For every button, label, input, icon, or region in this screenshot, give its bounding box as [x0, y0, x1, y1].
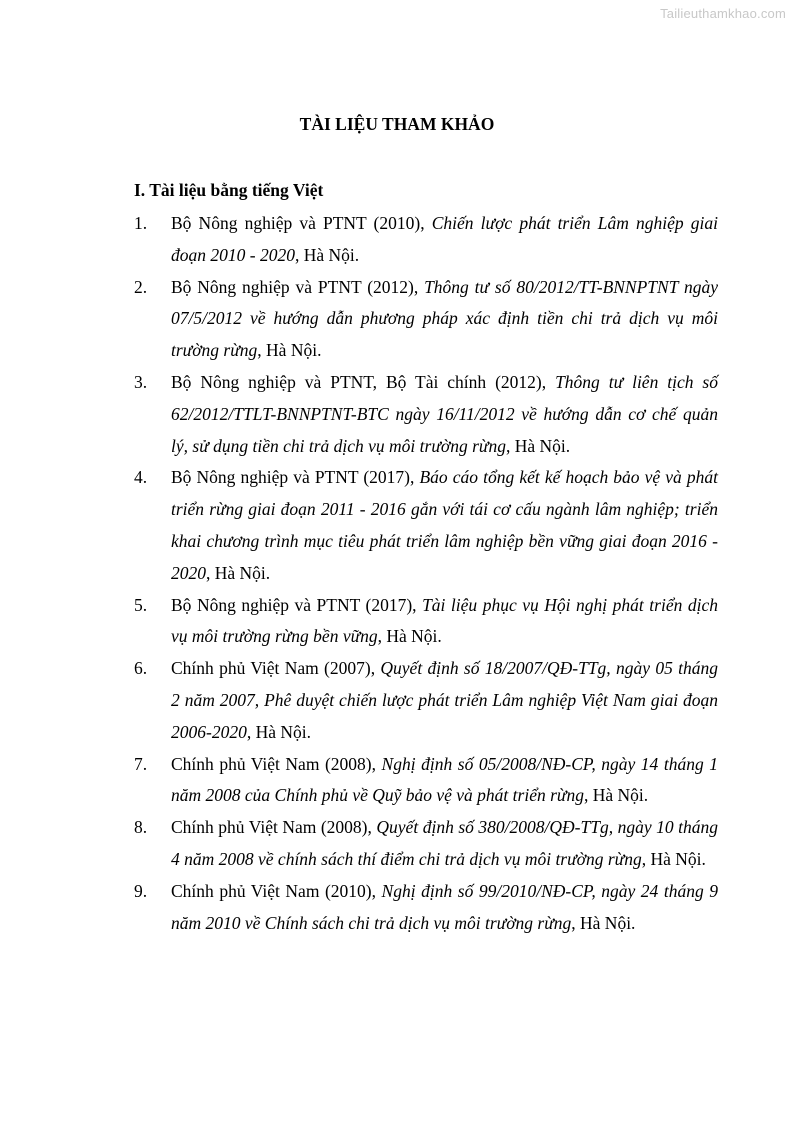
reference-number: 6.	[134, 658, 148, 679]
reference-item	[134, 876, 718, 940]
reference-item	[134, 272, 718, 367]
reference-place: , Hà Nội.	[294, 244, 360, 265]
reference-number: 2.	[134, 276, 148, 297]
reference-item	[134, 812, 718, 876]
reference-item	[134, 590, 718, 654]
reference-author: Bộ Nông nghiệp và PTNT (2012),	[171, 276, 425, 297]
reference-title: Tài liệu phục vụ Hội nghị phát triển dịch vụ môi trường rừng bền vững	[171, 594, 719, 647]
reference-item	[134, 367, 718, 462]
reference-place: , Hà Nội.	[246, 721, 311, 742]
reference-place: , Hà Nội.	[377, 626, 442, 647]
reference-number: 1.	[134, 213, 148, 233]
reference-number: 7.	[134, 753, 148, 774]
reference-place: , Hà Nội.	[505, 435, 571, 456]
reference-author: Chính phủ Việt Nam (2007),	[171, 658, 381, 679]
page-title: TÀI LIỆU THAM KHẢO	[299, 114, 495, 134]
reference-title: Nghị định số 99/2010/NĐ-CP, ngày 24 tháng 9 năm 2010 về Chính sách chi trả dịch vụ môi trường rừng	[171, 880, 718, 933]
reference-number: 4.	[134, 467, 148, 488]
reference-place: , Hà Nội.	[641, 848, 706, 869]
reference-place: , Hà Nội.	[583, 785, 649, 806]
reference-author: Chính phủ Việt Nam (2008),	[171, 817, 377, 838]
reference-author: Chính phủ Việt Nam (2008),	[171, 753, 382, 774]
reference-title: Quyết định số 380/2008/QĐ-TTg, ngày 10 tháng 4 năm 2008 về chính sách thí điểm chi trả dịch vụ môi trường rừng	[171, 817, 718, 869]
section-heading: I. Tài liệu bằng tiếng Việt	[134, 180, 324, 200]
reference-author: Bộ Nông nghiệp và PTNT (2017),	[171, 594, 423, 615]
reference-title: Thông tư liên tịch số 62/2012/TTLT-BNNPTNT-BTC ngày 16/11/2012 về hướng dẫn cơ chế quản lý, sử dụng tiền chi trả dịch vụ môi trường rừng	[171, 371, 718, 456]
reference-item	[134, 462, 718, 589]
reference-place: , Hà Nội.	[206, 562, 271, 583]
reference-place: , Hà Nội.	[257, 340, 322, 361]
reference-item	[134, 208, 718, 272]
reference-author: Chính phủ Việt Nam (2010),	[171, 880, 382, 901]
reference-title: Nghị định số 05/2008/NĐ-CP, ngày 14 tháng 1 năm 2008 của Chính phủ về Quỹ bảo vệ và phát triển rừng	[171, 753, 718, 806]
reference-author: Bộ Nông nghiệp và PTNT, Bộ Tài chính (2012),	[171, 371, 556, 392]
reference-number: 5.	[134, 594, 148, 615]
reference-item	[134, 749, 718, 813]
reference-author: Bộ Nông nghiệp và PTNT (2010),	[171, 213, 432, 233]
reference-item	[134, 653, 718, 748]
reference-list	[134, 208, 718, 939]
reference-title: Quyết định số 18/2007/QĐ-TTg, ngày 05 tháng 2 năm 2007, Phê duyệt chiến lược phát triển Lâm nghiệp Việt Nam giai đoạn 2006-2020	[171, 658, 718, 742]
reference-title: Chiến lược phát triển Lâm nghiệp giai đoạn 2010 - 2020	[171, 213, 718, 265]
reference-number: 9.	[134, 880, 148, 901]
reference-title: Báo cáo tổng kết kế hoạch bảo vệ và phát triển rừng giai đoạn 2011 - 2016 gắn với tái cơ cấu ngành lâm nghiệp; triển khai chương trình mục tiêu phát triển lâm nghiệp bền vững giai đoạn 2016 - 2020	[171, 467, 719, 583]
reference-number: 8.	[134, 817, 148, 838]
reference-title: Thông tư số 80/2012/TT-BNNPTNT ngày 07/5/2012 về hướng dẫn phương pháp xác định tiền chi trả dịch vụ môi trường rừng	[171, 276, 718, 361]
reference-author: Bộ Nông nghiệp và PTNT (2017),	[171, 467, 420, 488]
reference-place: , Hà Nội.	[571, 912, 636, 933]
reference-number: 3.	[134, 371, 148, 392]
watermark: Tailieuthamkhao.com	[660, 6, 786, 21]
